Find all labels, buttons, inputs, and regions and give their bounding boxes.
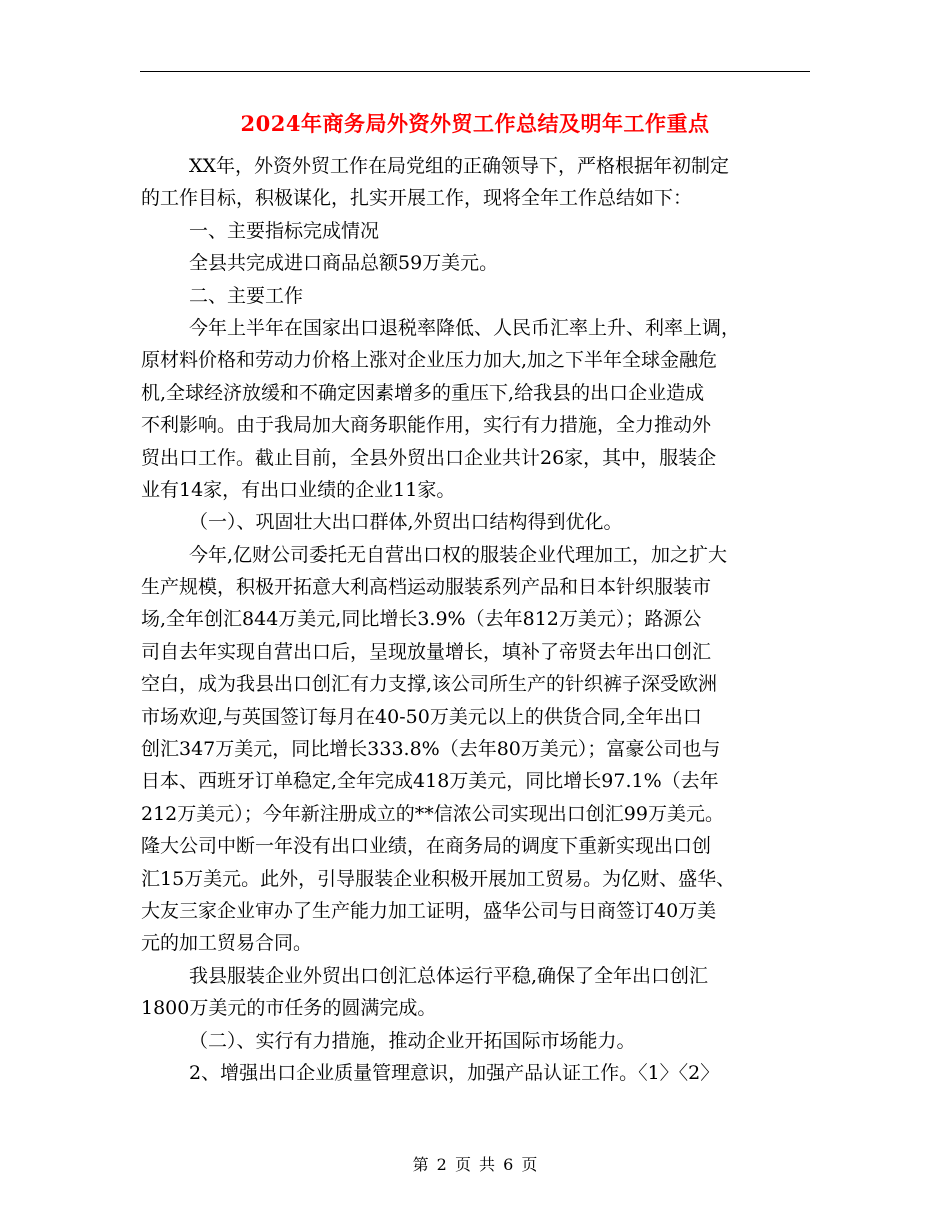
paragraph-line: 创汇347万美元，同比增长333.8%（去年80万美元）；富豪公司也与 — [141, 738, 721, 761]
paragraph-line: 场,全年创汇844万美元,同比增长3.9%（去年812万美元）；路源公 — [141, 608, 702, 631]
paragraph-line: 空白，成为我县出口创汇有力支撑,该公司所生产的针织裤子深受欧洲 — [141, 673, 718, 696]
paragraph-line: 业有14家，有出口业绩的企业11家。 — [141, 478, 456, 501]
paragraph-line: 市场欢迎,与英国签订每月在40-50万美元以上的供货合同,全年出口 — [141, 705, 702, 728]
paragraph-line: 司自去年实现自营出口后，呈现放量增长，填补了帝贤去年出口创汇 — [141, 640, 712, 663]
paragraph-line: 212万美元）；今年新注册成立的**信浓公司实现出口创汇99万美元。 — [141, 802, 724, 825]
subsection-heading: （二）、实行有力措施，推动企业开拓国际市场能力。 — [189, 1029, 636, 1052]
paragraph-line: 生产规模，积极开拓意大利高档运动服装系列产品和日本针织服装市 — [141, 576, 712, 599]
section-heading: 二、主要工作 — [189, 284, 304, 307]
subsection-heading: （一）、巩固壮大出口群体,外贸出口结构得到优化。 — [189, 511, 623, 534]
section-heading: 一、主要指标完成情况 — [189, 219, 380, 242]
paragraph-line: 汇15万美元。此外，引导服装企业积极开展加工贸易。为亿财、盛华、 — [141, 867, 736, 890]
paragraph-line: 全县共完成进口商品总额59万美元。 — [189, 252, 499, 275]
document-body — [141, 150, 813, 1089]
paragraph-line: 日本、西班牙订单稳定,全年完成418万美元，同比增长97.1%（去年 — [141, 770, 719, 793]
paragraph-line: 原材料价格和劳动力价格上涨对企业压力加大,加之下半年全球金融危 — [141, 349, 718, 372]
header-rule — [140, 71, 810, 72]
paragraph-line: 元的加工贸易合同。 — [141, 932, 313, 955]
paragraph-line: 的工作目标，积极谋化，扎实开展工作，现将全年工作总结如下： — [141, 187, 693, 210]
paragraph-line: 今年,亿财公司委托无自营出口权的服装企业代理加工，加之扩大 — [189, 543, 728, 566]
paragraph-line: 2、增强出口企业质量管理意识，加强产品认证工作。〈1〉〈2〉 — [189, 1061, 720, 1084]
paragraph-line: XX年，外资外贸工作在局党组的正确领导下，严格根据年初制定 — [189, 155, 730, 177]
paragraph-line: 隆大公司中断一年没有出口业绩，在商务局的调度下重新实现出口创 — [141, 835, 712, 858]
document-title: 2024年商务局外资外贸工作总结及明年工作重点 — [240, 111, 710, 136]
paragraph-line: 今年上半年在国家出口退税率降低、人民币汇率上升、利率上调， — [189, 316, 741, 339]
paragraph-line: 贸出口工作。截止目前，全县外贸出口企业共计26家，其中，服装企 — [141, 446, 717, 469]
paragraph-line: 1800万美元的市任务的圆满完成。 — [141, 997, 437, 1020]
paragraph-line: 机,全球经济放缓和不确定因素增多的重压下,给我县的出口企业造成 — [141, 381, 705, 404]
paragraph-line: 不利影响。由于我局加大商务职能作用，实行有力措施，全力推动外 — [141, 414, 712, 437]
paragraph-line: 我县服装企业外贸出口创汇总体运行平稳,确保了全年出口创汇 — [189, 964, 709, 987]
paragraph-line: 大友三家企业审办了生产能力加工证明，盛华公司与日商签订40万美 — [141, 899, 717, 922]
page-number: 第 2 页 共 6 页 — [412, 1155, 538, 1174]
